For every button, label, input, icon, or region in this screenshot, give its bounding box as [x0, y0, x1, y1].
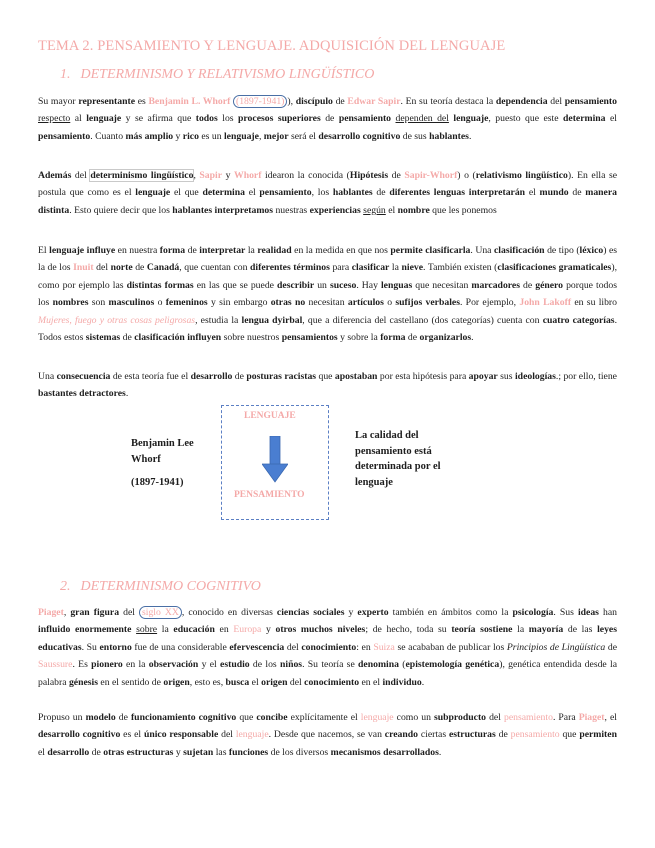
- text-run: discípulo: [295, 96, 333, 107]
- text-run: educación: [173, 624, 215, 636]
- text-run: hablantes: [172, 204, 213, 216]
- text-run: otras no: [270, 297, 306, 309]
- text-run: de: [320, 113, 339, 125]
- text-run: lenguaje: [235, 729, 269, 741]
- text-run: . Todos estos: [38, 314, 617, 344]
- text-run: el: [385, 204, 398, 216]
- text-run: realidad: [257, 245, 292, 256]
- text-run: lenguaje: [453, 113, 489, 125]
- text-run: como un: [393, 712, 434, 723]
- diagram-author-years: (1897-1941): [131, 477, 184, 488]
- text-run: y el: [198, 659, 221, 671]
- text-run: del: [218, 729, 236, 741]
- paragraph: [38, 167, 617, 219]
- text-run: procesos superiores: [238, 113, 321, 125]
- text-run: conocimiento: [301, 641, 357, 653]
- text-run: . Su: [81, 641, 100, 653]
- text-run: nombre: [397, 204, 430, 216]
- text-run: funciones: [228, 746, 269, 758]
- text-run: un: [314, 279, 330, 291]
- diagram-label-pensamiento: PENSAMIENTO: [234, 490, 305, 500]
- text-run: Sapir: [199, 170, 223, 181]
- text-run: .; por ello, tiene: [555, 371, 617, 382]
- text-run: la: [157, 624, 174, 636]
- text-run: sufijos verbales: [395, 297, 460, 309]
- text-run: del: [71, 170, 91, 181]
- text-run: modelo: [85, 712, 116, 723]
- section-number: 1.: [60, 67, 71, 82]
- section-title: DETERMINISMO COGNITIVO: [80, 579, 261, 594]
- text-run: Edwar Sapir: [347, 96, 401, 107]
- text-run: . Cuanto: [90, 130, 126, 142]
- text-run: o: [383, 297, 396, 309]
- text-run: en su libro: [571, 297, 618, 309]
- text-run: teoría sostiene: [451, 624, 513, 636]
- text-run: que necesitan: [412, 279, 472, 291]
- text-run: que: [559, 729, 580, 741]
- text-run: .: [468, 130, 472, 142]
- text-run: que les ponemos: [429, 204, 497, 216]
- text-run: , que cuentan con: [179, 262, 251, 274]
- text-run: sus: [497, 371, 515, 382]
- text-run: sobre: [136, 624, 158, 636]
- text-run: en el: [359, 676, 383, 688]
- text-run: Sapir-Whorf: [404, 170, 458, 181]
- text-run: el: [249, 676, 262, 688]
- text-run: , estudia la: [195, 314, 242, 326]
- text-run: pionero: [91, 659, 123, 671]
- text-run: para: [329, 262, 352, 274]
- text-run: clasificaciones gramaticales: [497, 262, 612, 274]
- text-run: y: [222, 170, 234, 181]
- text-run: Saussure: [38, 659, 73, 671]
- text-run: Whorf: [234, 170, 262, 181]
- paragraph: [38, 604, 617, 691]
- text-run: y sobre la: [337, 332, 381, 344]
- text-run: diferentes términos: [250, 262, 330, 274]
- text-run: (: [494, 262, 498, 274]
- text-run: Mujeres, fuego y otras cosas peligrosas: [38, 314, 196, 326]
- text-run: léxico: [579, 245, 604, 256]
- text-run: estudio: [220, 659, 250, 671]
- text-run: determina: [202, 187, 245, 199]
- text-run: de: [495, 729, 511, 741]
- text-run: lengua dyirbal: [241, 314, 303, 326]
- text-run: determina: [563, 113, 606, 125]
- text-run: desarrollo: [190, 371, 233, 382]
- text-run: John Lakoff: [519, 297, 572, 309]
- text-run: epistemología genética: [405, 659, 500, 671]
- text-run: ),: [287, 96, 296, 107]
- text-run: apoyar: [468, 371, 498, 382]
- paragraph: [38, 709, 617, 761]
- text-run: , los: [311, 187, 333, 199]
- text-run: también en ámbitos como la: [388, 607, 513, 618]
- text-run: del: [284, 641, 302, 653]
- text-run: y: [173, 130, 183, 142]
- text-run: forma: [159, 245, 186, 256]
- text-run: . Por ejemplo,: [459, 297, 520, 309]
- text-run: clasificar: [351, 262, 390, 274]
- text-run: de: [232, 371, 247, 382]
- text-run: pensamiento: [38, 130, 91, 142]
- text-run: el que: [170, 187, 203, 199]
- text-run: forma: [380, 332, 406, 344]
- section-number: 2.: [60, 579, 71, 594]
- text-run: , esto es,: [189, 676, 226, 688]
- text-run: , como por ejemplo las: [38, 262, 617, 291]
- text-run: es un: [198, 130, 224, 142]
- text-run: idearon la conocida: [261, 170, 347, 181]
- text-run: han: [598, 607, 617, 618]
- text-run: denomina: [358, 659, 399, 671]
- text-run: . Sus: [553, 607, 578, 618]
- text-run: interpretamos: [214, 204, 274, 216]
- text-run: y: [344, 607, 358, 618]
- text-run: conocimiento: [304, 676, 360, 688]
- text-run: del: [287, 676, 305, 688]
- text-run: ): [457, 170, 461, 181]
- text-run: la: [512, 624, 529, 636]
- text-run: dependen del: [395, 113, 449, 125]
- text-run: sobre nuestros: [221, 332, 282, 344]
- text-run: y: [173, 746, 184, 758]
- text-run: la: [389, 262, 402, 274]
- section-heading-1: [60, 67, 374, 83]
- text-run: consecuencia: [56, 371, 111, 382]
- text-run: . También existen: [423, 262, 495, 274]
- text-run: de las: [563, 624, 598, 636]
- text-run: interpretarán: [468, 187, 526, 199]
- text-run: pensamiento: [564, 96, 617, 107]
- text-run: ideologías: [514, 371, 556, 382]
- text-run: de: [568, 187, 586, 199]
- text-run: influido enormemente: [38, 624, 132, 636]
- text-run: Inuit: [73, 262, 94, 274]
- text-run: los: [217, 113, 239, 125]
- text-run: observación: [148, 659, 199, 671]
- text-run: único responsable: [143, 729, 219, 741]
- text-run: Canadá: [146, 262, 180, 274]
- text-run: interpretar: [199, 245, 246, 256]
- text-run: Hipótesis: [349, 170, 389, 181]
- text-run: lenguaje: [49, 245, 85, 256]
- text-run: El: [38, 245, 50, 256]
- text-run: ): [611, 262, 615, 274]
- text-run: describir: [277, 279, 315, 291]
- text-run: de: [332, 96, 348, 107]
- text-run: femeninos: [165, 297, 208, 309]
- text-run: Piaget: [38, 607, 64, 618]
- text-run: . Esto quiere decir que los: [69, 204, 173, 216]
- text-run: de: [519, 279, 536, 291]
- text-run: por esta hipótesis para: [377, 371, 469, 382]
- text-run: Europa: [233, 624, 262, 636]
- text-run: el: [38, 746, 48, 758]
- text-run: de: [132, 262, 147, 274]
- section-heading-2: [60, 579, 261, 595]
- text-run: estructuras: [448, 729, 496, 741]
- text-run: Una: [38, 371, 57, 382]
- text-run: de: [388, 170, 405, 181]
- text-run: dependencia: [495, 96, 548, 107]
- text-run: apostaban: [334, 371, 378, 382]
- text-run: hablantes: [332, 187, 373, 199]
- text-run: manera distinta: [38, 187, 617, 216]
- text-run: . Para: [552, 712, 579, 723]
- text-run: de sus: [400, 130, 430, 142]
- text-run: pensamiento: [259, 187, 312, 199]
- text-run: . Desde que nacemos, se van: [268, 729, 385, 741]
- text-run: de tipo: [544, 245, 577, 256]
- text-run: las: [213, 746, 229, 758]
- text-run: otros muchos niveles: [275, 624, 366, 636]
- text-run: (: [346, 170, 350, 181]
- text-run: marcadores: [471, 279, 520, 291]
- text-run: génesis: [68, 676, 98, 688]
- text-run: necesitan: [305, 297, 348, 309]
- text-run: ): [499, 659, 503, 671]
- text-run: en la: [122, 659, 149, 671]
- text-run: de: [120, 332, 135, 344]
- text-run: . Es: [72, 659, 92, 671]
- text-run: o: [460, 170, 473, 181]
- text-run: desarrollo cognitivo: [318, 130, 401, 142]
- text-run: clasificación: [134, 332, 185, 344]
- text-run: representante: [78, 96, 136, 107]
- text-run: ): [567, 170, 572, 181]
- text-run: ; de hecho, toda su: [365, 624, 452, 636]
- text-run: son: [88, 297, 109, 309]
- paragraph: [38, 242, 617, 346]
- text-run: es la de los: [38, 245, 618, 274]
- text-run: gran figura: [70, 607, 120, 618]
- text-run: de: [89, 746, 104, 758]
- text-run: de los: [249, 659, 280, 671]
- text-run: lenguas: [380, 279, 413, 291]
- text-run: del: [119, 607, 139, 618]
- text-run: origen: [163, 676, 190, 688]
- text-run: de: [605, 641, 618, 653]
- text-run: de: [405, 332, 420, 344]
- text-run: (: [402, 659, 406, 671]
- text-run: ideas: [577, 607, 599, 618]
- text-run: la: [245, 245, 258, 256]
- text-run: .: [421, 676, 425, 688]
- text-run: de los diversos: [268, 746, 331, 758]
- text-run: norte: [110, 262, 133, 274]
- paragraph: [38, 368, 617, 403]
- text-run: clasificación: [493, 245, 545, 256]
- text-run: organizarlos: [419, 332, 472, 344]
- text-run: posturas racistas: [246, 371, 317, 382]
- text-run: en el sentido de: [98, 676, 164, 688]
- text-run: Principios de Lingüística: [506, 641, 606, 653]
- text-run: fue de una considerable: [131, 641, 230, 653]
- text-run: otras estructuras: [103, 746, 174, 758]
- text-run: y: [261, 624, 276, 636]
- text-run: mundo: [539, 187, 569, 199]
- text-run: rico: [182, 130, 199, 142]
- text-run: de: [185, 245, 200, 256]
- text-run: mejor: [263, 130, 289, 142]
- page-title: TEMA 2. PENSAMIENTO Y LENGUAJE. ADQUISICIÓN DEL LENGUAJE: [38, 38, 506, 54]
- text-run: explícitamente el: [287, 712, 361, 723]
- diagram-label-lenguaje: LENGUAJE: [244, 411, 296, 421]
- text-run: hablantes: [429, 130, 469, 142]
- text-run: y se afirma que: [121, 113, 196, 125]
- text-run: sistemas: [85, 332, 121, 344]
- text-run: siglo XX: [139, 606, 182, 619]
- text-run: el: [525, 187, 540, 199]
- text-run: determinismo lingüístico: [90, 170, 194, 181]
- text-run: : en: [356, 641, 374, 653]
- text-run: , que a diferencia del castellano (dos categorías) cuenta con: [302, 314, 543, 326]
- text-run: concibe: [256, 712, 288, 723]
- text-run: lenguaje: [360, 712, 394, 723]
- text-run: . En ella se postula que como es el: [38, 170, 618, 199]
- text-run: de esta teoría fue el: [110, 371, 191, 382]
- text-run: diferentes lenguas: [389, 187, 465, 199]
- text-run: o: [154, 297, 166, 309]
- text-run: es el: [120, 729, 144, 741]
- text-run: busca: [225, 676, 250, 688]
- text-run: según: [363, 204, 386, 216]
- text-run: del: [93, 262, 111, 274]
- text-run: del: [547, 96, 565, 107]
- text-run: ,: [258, 130, 264, 142]
- text-run: en la medida en que nos: [291, 245, 391, 256]
- text-run: en las que se puede: [193, 279, 278, 291]
- text-run: es: [135, 96, 149, 107]
- text-run: permiten: [579, 729, 617, 741]
- text-run: . Su teoría se: [302, 659, 359, 671]
- text-run: de: [372, 187, 390, 199]
- text-run: se acababan de publicar los: [394, 641, 507, 653]
- text-run: lenguaje: [135, 187, 171, 199]
- text-run: relativismo lingüístico: [475, 170, 568, 181]
- text-run: de: [115, 712, 131, 723]
- text-run: creando: [384, 729, 418, 741]
- text-run: ,: [193, 170, 200, 181]
- text-run: efervescencia: [229, 641, 285, 653]
- text-run: pensamiento: [510, 729, 560, 741]
- diagram-caption: La calidad del pensamiento está determinada por el lenguaje: [355, 430, 441, 488]
- text-run: Benjamin L. Whorf: [148, 96, 231, 107]
- text-run: Piaget: [578, 712, 605, 723]
- text-run: pensamiento: [503, 712, 553, 723]
- text-run: género: [535, 279, 564, 291]
- text-run: Suiza: [373, 641, 395, 653]
- text-run: funcionamiento cognitivo: [130, 712, 237, 723]
- text-run: nieve: [401, 262, 424, 274]
- text-run: que: [236, 712, 257, 723]
- text-run: influyen: [187, 332, 222, 344]
- text-run: será el: [288, 130, 319, 142]
- text-run: nombres: [52, 297, 89, 309]
- diagram-author-name: Benjamin Lee Whorf: [131, 438, 194, 465]
- text-run: ciertas: [417, 729, 449, 741]
- text-run: mecanismos desarrollados: [330, 746, 439, 758]
- section-title: DETERMINISMO Y RELATIVISMO LINGÜÍSTICO: [80, 67, 375, 82]
- text-run: respecto: [38, 113, 71, 125]
- text-run: niños: [279, 659, 303, 671]
- text-run: todos: [195, 113, 218, 125]
- text-run: pensamientos: [281, 332, 338, 344]
- text-run: lenguaje: [86, 113, 122, 125]
- text-run: cuatro categorías: [542, 314, 615, 326]
- text-run: Propuso un: [38, 712, 86, 723]
- text-run: .: [471, 332, 474, 344]
- text-run: Además: [38, 170, 72, 181]
- text-run: subproducto: [433, 712, 487, 723]
- text-run: (1897-1941): [233, 95, 287, 108]
- text-run: masculinos: [108, 297, 155, 309]
- text-run: . En su teoría destaca la: [400, 96, 496, 107]
- down-arrow-icon: [262, 436, 288, 484]
- text-run: al: [70, 113, 87, 125]
- text-run: , genética entendida desde la palabra: [38, 659, 618, 688]
- text-run: lenguaje: [223, 130, 259, 142]
- text-run: desarrollo cognitivo: [38, 729, 121, 741]
- text-run: (: [576, 245, 580, 256]
- text-run: suceso: [329, 279, 357, 291]
- text-run: y sin embargo: [207, 297, 271, 309]
- text-run: que: [316, 371, 335, 382]
- text-run: , el: [604, 712, 617, 723]
- text-run: desarrollo: [47, 746, 90, 758]
- text-run: (: [472, 170, 476, 181]
- text-run: Su mayor: [38, 96, 79, 107]
- text-run: más amplio: [125, 130, 174, 142]
- text-run: psicología: [512, 607, 554, 618]
- text-run: ciencias sociales: [276, 607, 345, 618]
- text-run: sujetan: [183, 746, 214, 758]
- text-run: leyes educativas: [38, 624, 617, 653]
- text-run: en nuestra: [115, 245, 160, 256]
- text-run: experiencias: [309, 204, 361, 216]
- text-run: origen: [261, 676, 288, 688]
- text-run: distintas formas: [126, 279, 194, 291]
- text-run: del: [486, 712, 504, 723]
- text-run: entorno: [99, 641, 132, 653]
- text-run: ,: [63, 607, 71, 618]
- text-run: . Hay: [356, 279, 381, 291]
- text-run: , conocido en diversas: [181, 607, 277, 618]
- text-run: , puesto que este: [488, 113, 564, 125]
- text-run: en: [214, 624, 234, 636]
- text-run: individuo: [382, 676, 422, 688]
- text-run: experto: [357, 607, 389, 618]
- text-run: nuestras: [273, 204, 310, 216]
- text-run: bastantes detractores: [38, 388, 126, 400]
- text-run: el: [605, 113, 617, 125]
- text-run: .: [438, 746, 442, 758]
- text-run: influye: [86, 245, 116, 256]
- text-run: . Una: [470, 245, 494, 256]
- text-run: el: [244, 187, 260, 199]
- text-run: mayoría: [528, 624, 564, 636]
- text-run: permite clasificarla: [390, 245, 471, 256]
- text-run: artículos: [347, 297, 384, 309]
- text-run: ): [603, 245, 607, 256]
- paragraph: [38, 93, 617, 145]
- text-run: .: [125, 388, 129, 400]
- text-run: pensamiento: [338, 113, 392, 125]
- text-run: porque todos los: [38, 279, 618, 309]
